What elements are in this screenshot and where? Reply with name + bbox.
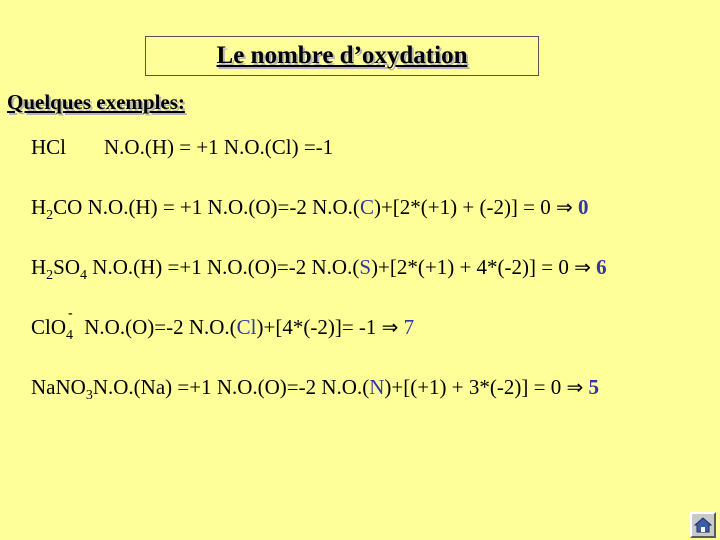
result-value: 0	[578, 195, 589, 219]
home-icon	[694, 516, 712, 534]
formula: ClO$_4$ -	[31, 306, 74, 343]
element-symbol: S	[359, 255, 372, 279]
oxidation-text-end: )+[2*(+1) + 4*(-2)] = 0	[371, 255, 575, 279]
page-title: Le nombre d’oxydation	[216, 42, 468, 69]
implies-arrow-icon: ⇒	[381, 317, 399, 339]
oxidation-text: N.O.(O)=-2 N.O.(	[84, 315, 237, 339]
oxidation-text-end: )+[2*(+1) + (-2)] = 0	[373, 195, 557, 219]
formula: $H_2CO$	[31, 195, 83, 223]
result-value: 7	[403, 315, 415, 339]
element-symbol: C	[359, 195, 374, 219]
example-row-clo4	[31, 306, 415, 343]
example-row-h2co	[31, 194, 589, 221]
home-nav-button[interactable]	[690, 512, 716, 538]
oxidation-text-end: )+[4*(-2)]= -1	[256, 315, 382, 339]
oxidation-text: N.O.(H) = +1 N.O.(O)=-2 N.O.(	[87, 195, 360, 219]
example-row-hcl	[31, 134, 333, 160]
oxidation-text-end: )+[(+1) + 3*(-2)] = 0	[384, 375, 567, 399]
element-symbol: N	[369, 375, 385, 399]
example-row-h2so4	[31, 254, 607, 281]
implies-arrow-icon: ⇒	[574, 257, 591, 279]
implies-arrow-icon: ⇒	[556, 197, 573, 219]
title-box	[145, 36, 539, 76]
formula: NaNO$_3$	[31, 375, 93, 403]
implies-arrow-icon: ⇒	[566, 377, 584, 399]
example-row-nano3	[31, 374, 599, 401]
oxidation-text: N.O.(H) =+1 N.O.(O)=-2 N.O.(	[92, 255, 360, 279]
subtitle: Quelques exemples:	[7, 90, 185, 114]
element-symbol: Cl	[236, 315, 257, 339]
formula: $H_2SO_4$	[31, 255, 88, 283]
oxidation-text: N.O.(Na) =+1 N.O.(O)=-2 N.O.(	[92, 375, 370, 399]
result-value: 5	[588, 375, 599, 399]
formula: HCl	[31, 135, 67, 159]
result-value: 6	[596, 255, 607, 279]
oxidation-text: N.O.(H) = +1 N.O.(Cl) =-1	[104, 135, 334, 159]
